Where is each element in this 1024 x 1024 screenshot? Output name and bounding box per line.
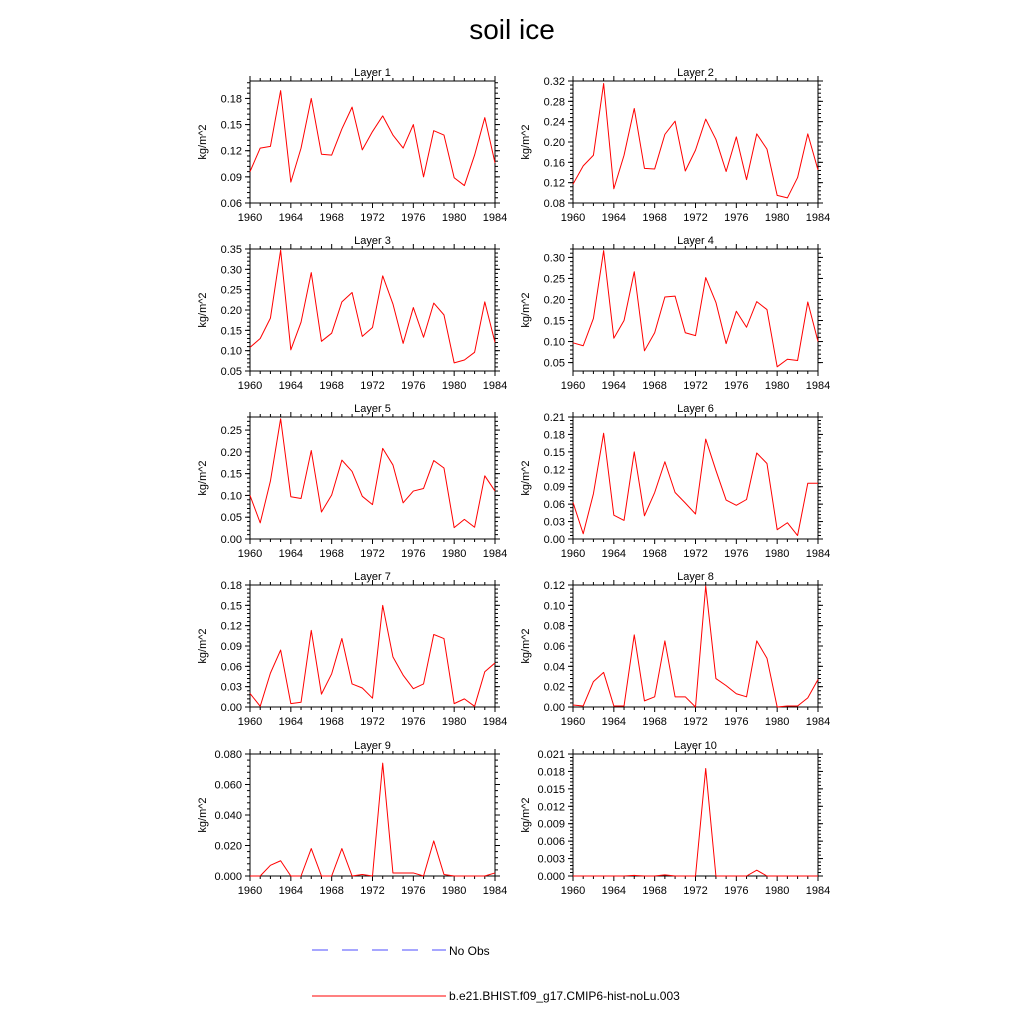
layer-1-series-line [250, 91, 495, 186]
layer-7-xtick-label: 1984 [482, 716, 508, 728]
layer-9-xtick-label: 1980 [441, 885, 467, 897]
layer-9-xtick-label: 1976 [401, 885, 426, 897]
layer-2-ytick-label: 0.28 [543, 96, 565, 109]
layer-8-xtick-label: 1964 [601, 716, 627, 728]
layer-3-xtick-label: 1980 [441, 380, 467, 392]
layer-9-xtick-label: 1968 [319, 885, 344, 897]
layer-3-xtick-label: 1972 [360, 380, 385, 392]
layer-7-xtick-label: 1972 [360, 716, 385, 728]
layer-3-xtick-label: 1984 [482, 380, 508, 392]
layer-1-title: Layer 1 [354, 67, 391, 79]
layer-8-xtick-label: 1960 [560, 716, 586, 728]
layer-7-ytick-label: 0.18 [220, 580, 242, 592]
layer-10-ylabel: kg/m^2 [520, 797, 532, 833]
layer-1-xtick-label: 1976 [401, 212, 426, 224]
layer-8-xtick-label: 1972 [683, 716, 708, 728]
layer-5-xtick-label: 1976 [401, 548, 426, 560]
layer-10-xtick-label: 1972 [683, 885, 708, 897]
layer-4-xtick-label: 1964 [601, 380, 627, 392]
layer-10-ytick-label: 0.000 [537, 871, 565, 883]
panel-layer-6 [520, 403, 830, 560]
layer-5-series-line [250, 419, 495, 528]
layer-4-xtick-label: 1960 [560, 380, 586, 392]
layer-1-ytick-label: 0.15 [220, 119, 242, 132]
layer-1-xtick-label: 1984 [482, 212, 508, 224]
layer-6-ytick-label: 0.00 [543, 534, 565, 546]
layer-4-ylabel: kg/m^2 [520, 292, 532, 328]
layer-3-xtick-label: 1964 [278, 380, 304, 392]
layer-5-ytick-label: 0.00 [220, 534, 242, 546]
layer-6-series-line [573, 433, 818, 535]
panel-layer-9 [197, 740, 507, 897]
layer-1-xtick-label: 1972 [360, 212, 385, 224]
layer-6-xtick-label: 1960 [560, 548, 586, 560]
layer-3-series-line [250, 250, 495, 363]
layer-5-xtick-label: 1968 [319, 548, 344, 560]
layer-3-xtick-label: 1960 [237, 380, 263, 392]
layer-4-ytick-label: 0.10 [543, 336, 565, 349]
layer-8-series-line [573, 586, 818, 707]
layer-5-title: Layer 5 [354, 403, 391, 415]
layer-7-series-line [250, 605, 495, 706]
layer-4-xtick-label: 1972 [683, 380, 708, 392]
layer-7-xtick-label: 1964 [278, 716, 304, 728]
layer-8-xtick-label: 1976 [724, 716, 749, 728]
panel-layer-3 [197, 235, 507, 392]
layer-8-ytick-label: 0.08 [543, 620, 565, 633]
layer-10-ytick-label: 0.012 [537, 801, 565, 814]
layer-4-plot-frame [573, 249, 818, 371]
layer-6-plot-frame [573, 417, 818, 539]
layer-10-title: Layer 10 [674, 740, 717, 752]
layer-6-ytick-label: 0.12 [543, 464, 565, 477]
layer-4-ytick-label: 0.25 [543, 273, 565, 286]
layer-10-ytick-label: 0.015 [537, 783, 565, 796]
layer-10-xtick-label: 1984 [805, 885, 831, 897]
layer-7-xtick-label: 1960 [237, 716, 263, 728]
layer-1-xtick-label: 1980 [441, 212, 467, 224]
layer-7-xtick-label: 1976 [401, 716, 426, 728]
layer-7-ytick-label: 0.00 [220, 702, 242, 714]
layer-2-ytick-label: 0.20 [543, 137, 565, 149]
layer-4-xtick-label: 1984 [805, 380, 831, 392]
panel-layer-4 [520, 235, 830, 392]
layer-9-title: Layer 9 [354, 740, 391, 752]
panel-layer-1 [197, 67, 507, 224]
layer-3-ytick-label: 0.10 [220, 345, 242, 358]
layer-3-ytick-label: 0.05 [220, 366, 242, 378]
layer-8-ytick-label: 0.06 [543, 641, 565, 653]
layer-4-xtick-label: 1976 [724, 380, 749, 392]
layer-2-series-line [573, 84, 818, 198]
layer-6-ytick-label: 0.09 [543, 481, 565, 494]
layer-6-ytick-label: 0.03 [543, 516, 565, 529]
layer-3-xtick-label: 1968 [319, 380, 344, 392]
legend-model-label: b.e21.BHIST.f09_g17.CMIP6-hist-noLu.003 [449, 989, 680, 1003]
layer-3-ytick-label: 0.20 [220, 305, 242, 317]
panel-layer-7 [197, 571, 507, 728]
layer-5-xtick-label: 1972 [360, 548, 385, 560]
layer-5-ylabel: kg/m^2 [197, 460, 209, 496]
layer-10-ytick-label: 0.009 [537, 818, 565, 831]
layer-5-xtick-label: 1984 [482, 548, 508, 560]
layer-5-xtick-label: 1980 [441, 548, 467, 560]
layer-9-ytick-label: 0.080 [214, 749, 242, 761]
layer-3-ytick-label: 0.25 [220, 284, 242, 297]
panel-layer-2 [520, 67, 830, 224]
layer-2-xtick-label: 1976 [724, 212, 749, 224]
layer-10-series-line [573, 769, 818, 876]
layer-1-ylabel: kg/m^2 [197, 124, 209, 160]
layer-8-ytick-label: 0.12 [543, 580, 565, 592]
layer-9-series-line [250, 763, 495, 876]
layer-2-ytick-label: 0.24 [543, 116, 565, 129]
layer-6-ylabel: kg/m^2 [520, 460, 532, 496]
panel-layer-5 [197, 403, 507, 560]
layer-6-ytick-label: 0.21 [543, 412, 565, 424]
layer-7-ytick-label: 0.12 [220, 620, 242, 633]
layer-7-xtick-label: 1968 [319, 716, 344, 728]
layer-6-xtick-label: 1964 [601, 548, 627, 560]
layer-10-ytick-label: 0.021 [537, 749, 565, 761]
layer-10-xtick-label: 1964 [601, 885, 627, 897]
layer-10-xtick-label: 1960 [560, 885, 586, 897]
legend [312, 944, 680, 1003]
layer-9-ylabel: kg/m^2 [197, 797, 209, 833]
layer-10-xtick-label: 1968 [642, 885, 667, 897]
layer-8-ytick-label: 0.10 [543, 600, 565, 613]
layer-7-ytick-label: 0.06 [220, 661, 242, 674]
layer-5-ytick-label: 0.15 [220, 468, 242, 481]
layer-3-ytick-label: 0.15 [220, 325, 242, 338]
layer-4-title: Layer 4 [677, 235, 714, 247]
layer-9-ytick-label: 0.020 [214, 840, 242, 853]
layer-9-xtick-label: 1964 [278, 885, 304, 897]
layer-9-xtick-label: 1960 [237, 885, 263, 897]
layer-2-ytick-label: 0.08 [543, 198, 565, 210]
page-title: soil ice [469, 14, 555, 45]
layer-5-xtick-label: 1960 [237, 548, 263, 560]
layer-1-ytick-label: 0.06 [220, 198, 242, 210]
panel-layer-8 [520, 571, 830, 728]
layer-1-xtick-label: 1964 [278, 212, 304, 224]
layer-10-xtick-label: 1980 [764, 885, 790, 897]
layer-1-ytick-label: 0.18 [220, 93, 242, 106]
panels-group [197, 67, 830, 897]
layer-7-ytick-label: 0.15 [220, 600, 242, 613]
layer-6-ytick-label: 0.06 [543, 499, 565, 512]
layer-10-ytick-label: 0.006 [537, 836, 565, 849]
layer-5-ytick-label: 0.10 [220, 490, 242, 503]
layer-2-xtick-label: 1968 [642, 212, 667, 224]
layer-4-ytick-label: 0.20 [543, 294, 565, 307]
layer-8-ytick-label: 0.00 [543, 702, 565, 714]
layer-10-xtick-label: 1976 [724, 885, 749, 897]
layer-9-ytick-label: 0.000 [214, 871, 242, 883]
layer-3-ytick-label: 0.30 [220, 264, 242, 277]
layer-7-ytick-label: 0.09 [220, 641, 242, 653]
layer-7-xtick-label: 1980 [441, 716, 467, 728]
layer-10-plot-frame [573, 754, 818, 876]
layer-2-title: Layer 2 [677, 67, 714, 79]
legend-no-obs-label: No Obs [449, 944, 490, 958]
layer-6-xtick-label: 1980 [764, 548, 790, 560]
layer-8-ylabel: kg/m^2 [520, 628, 532, 664]
layer-10-ytick-label: 0.018 [537, 766, 565, 779]
layer-4-xtick-label: 1968 [642, 380, 667, 392]
layer-4-ytick-label: 0.30 [543, 252, 565, 265]
layer-2-xtick-label: 1980 [764, 212, 790, 224]
layer-2-xtick-label: 1960 [560, 212, 586, 224]
layer-9-ytick-label: 0.060 [214, 779, 242, 792]
layer-3-title: Layer 3 [354, 235, 391, 247]
layer-5-ytick-label: 0.20 [220, 446, 242, 459]
layer-2-ylabel: kg/m^2 [520, 124, 532, 160]
layer-8-title: Layer 8 [677, 571, 714, 583]
layer-8-xtick-label: 1980 [764, 716, 790, 728]
layer-6-xtick-label: 1968 [642, 548, 667, 560]
layer-9-plot-frame [250, 754, 495, 876]
layer-6-title: Layer 6 [677, 403, 714, 415]
layer-8-xtick-label: 1984 [805, 716, 831, 728]
layer-1-xtick-label: 1968 [319, 212, 344, 224]
layer-7-title: Layer 7 [354, 571, 391, 583]
layer-6-xtick-label: 1976 [724, 548, 749, 560]
layer-5-xtick-label: 1964 [278, 548, 304, 560]
layer-7-plot-frame [250, 585, 495, 707]
layer-4-series-line [573, 251, 818, 367]
layer-10-ytick-label: 0.003 [537, 853, 565, 866]
panel-layer-10 [520, 740, 830, 897]
layer-5-plot-frame [250, 417, 495, 539]
layer-6-ytick-label: 0.15 [543, 446, 565, 459]
layer-1-ytick-label: 0.09 [220, 171, 242, 184]
layer-9-ytick-label: 0.040 [214, 810, 242, 822]
layer-2-ytick-label: 0.32 [543, 76, 565, 88]
layer-3-xtick-label: 1976 [401, 380, 426, 392]
layer-3-ylabel: kg/m^2 [197, 292, 209, 328]
layer-2-ytick-label: 0.12 [543, 177, 565, 190]
layer-8-plot-frame [573, 585, 818, 707]
layer-8-ytick-label: 0.04 [543, 661, 565, 674]
layer-4-ytick-label: 0.05 [543, 357, 565, 370]
layer-2-xtick-label: 1964 [601, 212, 627, 224]
layer-7-ytick-label: 0.03 [220, 681, 242, 694]
layer-6-ytick-label: 0.18 [543, 429, 565, 442]
layer-7-ylabel: kg/m^2 [197, 628, 209, 664]
layer-6-xtick-label: 1984 [805, 548, 831, 560]
layer-8-ytick-label: 0.02 [543, 681, 565, 694]
layer-9-xtick-label: 1972 [360, 885, 385, 897]
layer-2-xtick-label: 1984 [805, 212, 831, 224]
layer-3-ytick-label: 0.35 [220, 244, 242, 256]
layer-4-ytick-label: 0.15 [543, 315, 565, 328]
layer-9-xtick-label: 1984 [482, 885, 508, 897]
layer-8-xtick-label: 1968 [642, 716, 667, 728]
layer-2-xtick-label: 1972 [683, 212, 708, 224]
layer-5-ytick-label: 0.25 [220, 425, 242, 438]
layer-1-xtick-label: 1960 [237, 212, 263, 224]
layer-2-ytick-label: 0.16 [543, 157, 565, 170]
layer-5-ytick-label: 0.05 [220, 512, 242, 525]
layer-1-ytick-label: 0.12 [220, 145, 242, 158]
layer-6-xtick-label: 1972 [683, 548, 708, 560]
layer-4-xtick-label: 1980 [764, 380, 790, 392]
